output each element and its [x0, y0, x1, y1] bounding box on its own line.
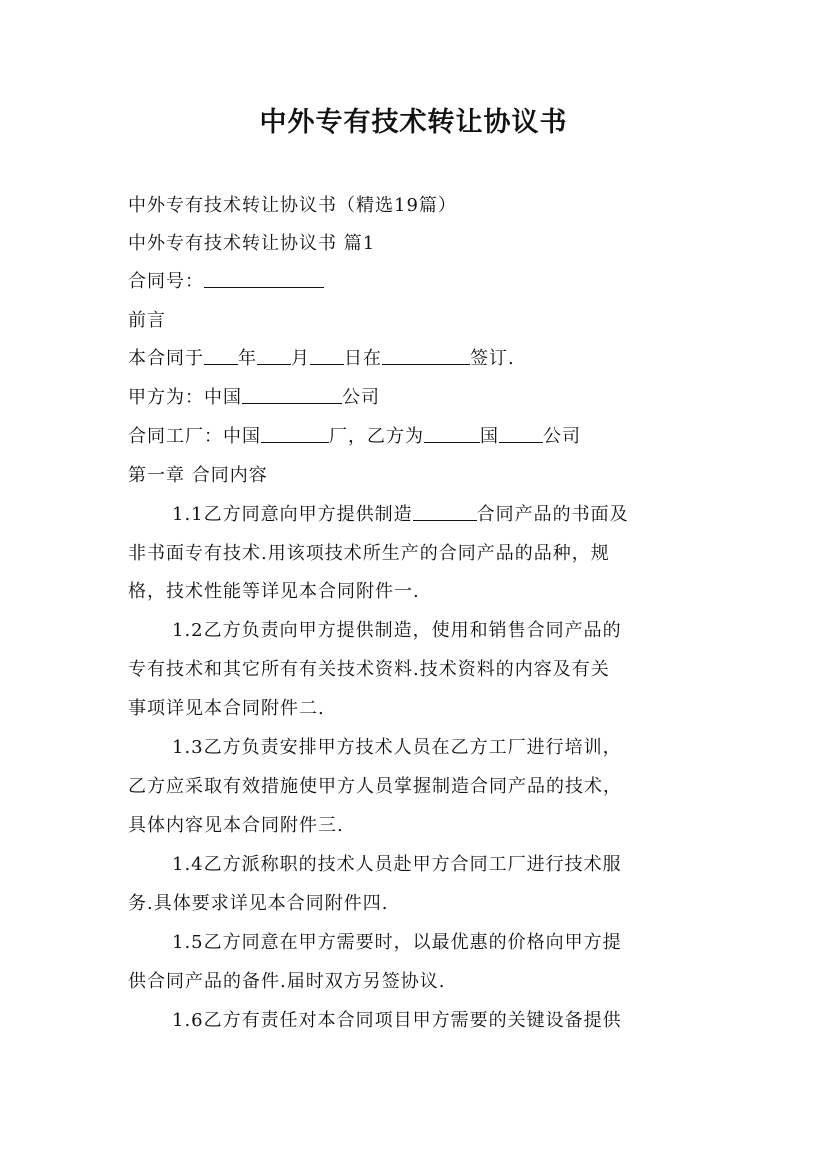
text-line: 专有技术和其它所有有关技术资料.技术资料的内容及有关: [128, 659, 610, 680]
text-span: 甲方为：中国: [128, 387, 242, 408]
text-line: 具体内容见本合同附件三.: [128, 815, 344, 836]
factory-line: [128, 423, 702, 451]
party-a-line: [128, 384, 702, 412]
clause-1-1-line: [128, 501, 746, 529]
text-span: 厂，乙方为: [329, 426, 424, 447]
text-span: 签订.: [470, 348, 515, 369]
month-blank: [257, 346, 291, 365]
text-span: 公司: [342, 387, 380, 408]
text-line: 1.3乙方负责安排甲方技术人员在乙方工厂进行培训，: [172, 737, 622, 758]
text-line: 格，技术性能等详见本合同附件一.: [128, 581, 420, 602]
text-line: 1.2乙方负责向甲方提供制造，使用和销售合同产品的: [172, 620, 622, 641]
text-span: 月: [291, 348, 310, 369]
product-blank: [413, 502, 477, 521]
document-title: 中外专有技术转让协议书: [259, 107, 568, 138]
text-line: 前言: [128, 310, 166, 331]
text-line: 事项详见本合同附件二.: [128, 698, 325, 719]
contract-number-line: [128, 268, 702, 296]
party-a-blank: [242, 385, 342, 404]
contract-number-blank: [204, 269, 324, 288]
place-blank: [382, 346, 470, 365]
signing-date-line: [128, 345, 702, 373]
text-span: 本合同于: [128, 348, 204, 369]
text-span: 合同工厂：中国: [128, 426, 261, 447]
day-blank: [310, 346, 344, 365]
text-line: 务.具体要求详见本合同附件四.: [128, 893, 389, 914]
chapter-heading: 第一章 合同内容: [128, 465, 268, 486]
text-line: 1.6乙方有责任对本合同项目甲方需要的关键设备提供: [172, 1010, 622, 1031]
text-line: 1.4乙方派称职的技术人员赴甲方合同工厂进行技术服: [172, 854, 622, 875]
text-span: 1.1乙方同意向甲方提供制造: [172, 504, 413, 525]
contract-number-label: 合同号：: [128, 271, 204, 292]
text-span: 公司: [543, 426, 581, 447]
year-blank: [204, 346, 238, 365]
factory-blank: [261, 424, 329, 443]
text-line: 中外专有技术转让协议书（精选19篇）: [128, 195, 457, 216]
text-line: 1.5乙方同意在甲方需要时，以最优惠的价格向甲方提: [172, 932, 622, 953]
text-line: 非书面专有技术.用该项技术所生产的合同产品的品种，规: [128, 543, 610, 564]
text-line: 供合同产品的备件.届时双方另签协议.: [128, 971, 446, 992]
country-blank: [424, 424, 480, 443]
text-line: 乙方应采取有效措施使甲方人员掌握制造合同产品的技术，: [128, 776, 622, 797]
company-blank: [499, 424, 543, 443]
text-span: 年: [238, 348, 257, 369]
text-span: 日在: [344, 348, 382, 369]
text-span: 国: [480, 426, 499, 447]
text-line: 中外专有技术转让协议书 篇1: [128, 233, 376, 254]
text-span: 合同产品的书面及: [476, 504, 629, 525]
